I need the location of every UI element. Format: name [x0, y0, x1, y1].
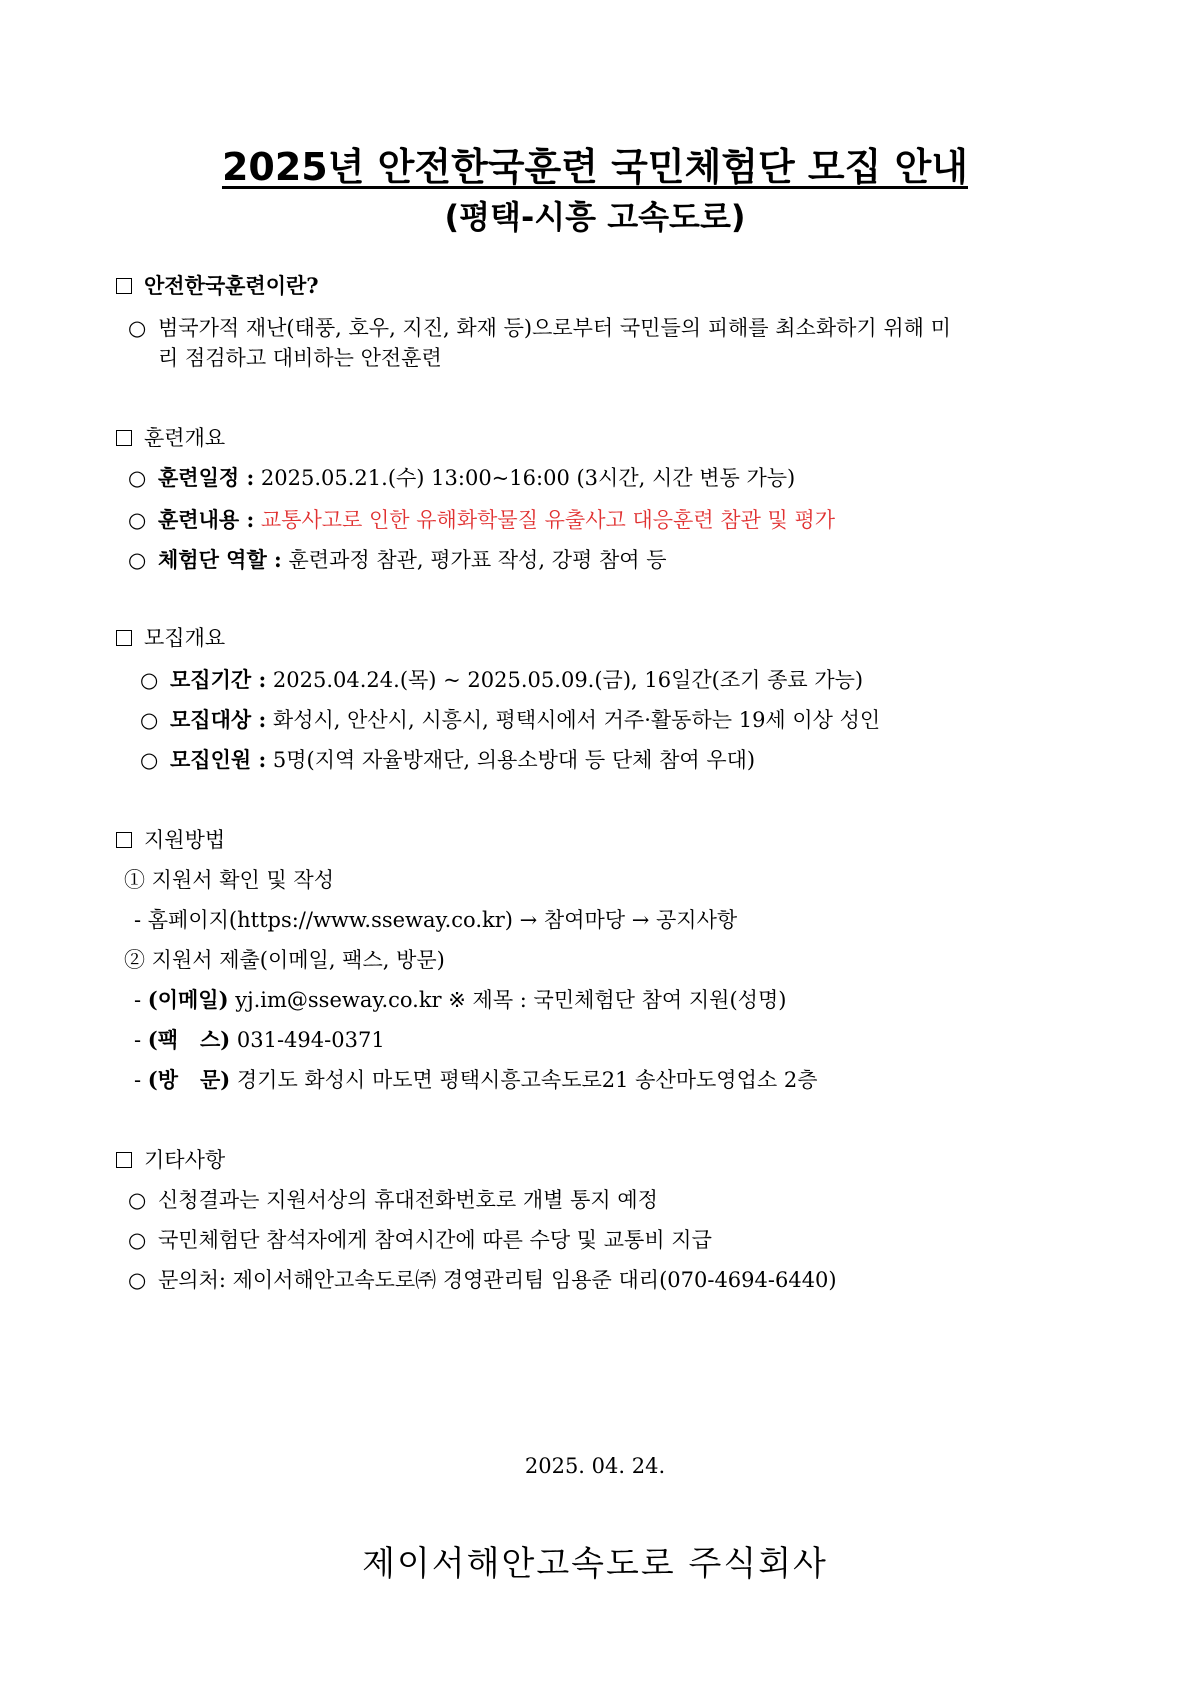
- etc-text: 신청결과는 지원서상의 휴대전화번호로 개별 통지 예정: [158, 1188, 658, 1212]
- visit-value: 경기도 화성시 마도면 평택시흥고속도로21 송산마도영업소 2층: [236, 1068, 818, 1092]
- checkbox-square-icon: [116, 430, 132, 446]
- bullet-icon: ○: [128, 1228, 147, 1252]
- bullet-icon: ○: [128, 548, 147, 572]
- about-text-line1: 범국가적 재난(태풍, 호우, 지진, 화재 등)으로부터 국민들의 피해를 최소화하기 위해 미: [158, 316, 951, 340]
- dash-icon: -: [134, 988, 142, 1012]
- document-title: 2025년 안전한국훈련 국민체험단 모집 안내: [221, 145, 968, 189]
- section-heading: 훈련개요: [144, 426, 226, 450]
- item-value-highlight: 교통사고로 인한 유해화학물질 유출사고 대응훈련 참관 및 평가: [260, 508, 836, 532]
- apply-email: [134, 986, 786, 1014]
- bullet-icon: ○: [128, 466, 147, 490]
- section-heading: 모집개요: [144, 626, 226, 650]
- overview-item: [128, 506, 835, 534]
- document-date: 2025. 04. 24.: [524, 1454, 666, 1478]
- etc-text: 국민체험단 참석자에게 참여시간에 따른 수당 및 교통비 지급: [158, 1228, 712, 1252]
- bullet-icon: ○: [128, 508, 147, 532]
- bullet-icon: ○: [128, 316, 147, 340]
- item-label: 모집인원 :: [170, 747, 267, 772]
- section-etc: [116, 1146, 225, 1174]
- checkbox-square-icon: [116, 1152, 132, 1168]
- etc-item: [128, 1186, 658, 1214]
- fax-value: 031-494-0371: [236, 1028, 385, 1052]
- dash-icon: -: [134, 1068, 142, 1092]
- item-label: 훈련일정 :: [158, 465, 255, 490]
- about-text-line2: 리 점검하고 대비하는 안전훈련: [158, 346, 442, 370]
- section-overview: [116, 424, 225, 452]
- email-value: yj.im@sseway.co.kr ※ 제목 : 국민체험단 참여 지원(성명): [235, 988, 787, 1012]
- bullet-icon: ○: [140, 748, 159, 772]
- item-value: 훈련과정 참관, 평가표 작성, 강평 참여 등: [288, 548, 667, 572]
- section-apply: [116, 826, 225, 854]
- etc-text: 문의처: 제이서해안고속도로㈜ 경영관리팀 임용준 대리(070-4694-6440): [158, 1268, 837, 1292]
- overview-item: [128, 464, 795, 492]
- apply-visit: [134, 1066, 817, 1094]
- recruit-item: [140, 706, 880, 734]
- etc-item: [128, 1226, 712, 1254]
- apply-fax: [134, 1026, 385, 1054]
- about-bullet: [128, 314, 951, 342]
- company-name: 제이서해안고속도로 주식회사: [362, 1544, 828, 1584]
- section-recruit: [116, 624, 225, 652]
- bullet-icon: ○: [128, 1188, 147, 1212]
- apply-step2: ② 지원서 제출(이메일, 팩스, 방문): [124, 948, 445, 972]
- dash-icon: -: [134, 1028, 142, 1052]
- bullet-icon: ○: [128, 1268, 147, 1292]
- document-subtitle: (평택-시흥 고속도로): [444, 198, 746, 236]
- section-about: [116, 272, 319, 300]
- checkbox-square-icon: [116, 832, 132, 848]
- item-value: 5명(지역 자율방재단, 의용소방대 등 단체 참여 우대): [272, 748, 756, 772]
- apply-step1-detail: - 홈페이지(https://www.sseway.co.kr) → 참여마당 → 공지사항: [134, 908, 738, 932]
- recruit-item: [140, 666, 863, 694]
- email-label: (이메일): [147, 987, 229, 1012]
- overview-item: [128, 546, 666, 574]
- item-label: 모집대상 :: [170, 707, 267, 732]
- item-label: 모집기간 :: [170, 667, 267, 692]
- etc-item: [128, 1266, 837, 1294]
- recruit-item: [140, 746, 755, 774]
- checkbox-square-icon: [116, 630, 132, 646]
- visit-label: (방 문): [147, 1067, 231, 1092]
- item-label: 훈련내용 :: [158, 507, 255, 532]
- item-value: 화성시, 안산시, 시흥시, 평택시에서 거주·활동하는 19세 이상 성인: [272, 708, 881, 732]
- section-heading: 지원방법: [144, 828, 226, 852]
- item-label: 체험단 역할 :: [158, 547, 282, 572]
- checkbox-square-icon: [116, 278, 132, 294]
- section-heading: 안전한국훈련이란?: [144, 273, 319, 298]
- apply-step1: ① 지원서 확인 및 작성: [124, 868, 334, 892]
- item-value: 2025.05.21.(수) 13:00~16:00 (3시간, 시간 변동 가능): [260, 466, 796, 490]
- bullet-icon: ○: [140, 668, 159, 692]
- section-heading: 기타사항: [144, 1148, 226, 1172]
- fax-label: (팩 스): [147, 1027, 231, 1052]
- bullet-icon: ○: [140, 708, 159, 732]
- item-value: 2025.04.24.(목) ~ 2025.05.09.(금), 16일간(조기 종료 가능): [272, 668, 864, 692]
